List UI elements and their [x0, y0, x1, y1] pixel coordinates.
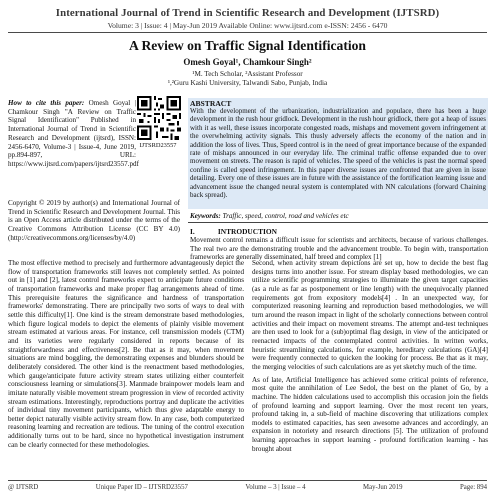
paper-id: IJTSRD23557	[139, 142, 177, 149]
body-right-paragraph-2: As of late, Artificial Intelligence has achieved some critical points of reference, most quite the annihilation of Lee Sedol, the best on the planet of Go, by a machine. The hidden calculations used to accomplish this occasion join the fields of profound learning and support learning. Over the most recent ten years, profound taking in, a sub-field of machine discovering that utilizations complex models to estimated capacities, has seen awesome advances and accordingly, an expansion in notoriety and research directions [5]. The utilization of profound learning approaches in support learning - profound fortification learning - has brought about	[252, 375, 488, 453]
introduction-heading	[190, 227, 277, 236]
keywords-rule	[188, 222, 488, 223]
header-rule	[8, 32, 487, 33]
journal-subtitle: Volume: 3 | Issue: 4 | May-Jun 2019 Available Online: www.ijtsrd.com e-ISSN: 2456 - 6470	[107, 21, 388, 30]
section-title: INTRODUCTION	[217, 227, 277, 236]
copyright-text: Copyright © 2019 by author(s) and International Journal of Trend in Scientific Research and Development Journal. This is an Open Access article distributed under the terms of the Creative Commons Attribution License (CC BY 4.0) (http://creativecommons.org/licenses/by/4.0)	[8, 199, 180, 242]
footer-volume: Volume – 3 | Issue – 4	[245, 484, 306, 491]
introduction-text: Movement control remains a difficult issue for scientists and architects, because of various challenges. The real two are the demonstrating trouble and the advancement trouble. To begin with, transportation frameworks are generally disseminated, half breed and complex [1]	[190, 236, 488, 262]
footer-page: Page: 894	[460, 484, 487, 491]
copyright-block	[8, 199, 180, 243]
citation-text: Omesh Goyal | Chamkour Singh "A Review on Traffic Signal Identification" Published in International Journal of Trend in Scientific Research and Development (ijtsrd), ISSN: 2456-6470, Volume-3 | Issue-4, June 2019, pp.894-897, URL: https://www.ijtsrd.com/papers/ijtsrd23557.pdf	[8, 99, 139, 168]
keywords-text: Traffic, speed, control, road and vehicles etc	[222, 212, 349, 220]
qr-code-icon	[137, 96, 181, 140]
body-right-paragraph-1: Second, when activity stream depictions are set up, how to decide the best flag designs turns into another issue. For stream display based methodologies, we can utilize scientific programming strategies to illuminate the given target capacities (as a rule as far as postponement or line length) with the unequivocally planned requirements got from expository models[4] . In an unexpected way, for computerized reasoning learning and reproduction based methodologies, we will turn around the reason impact in light of the scholarly connections between control activities and their impact on movement streams. The attempt and-test techniques are then used to look for a (sub)optimal flag design, in view of the anticipated or reenacted impacts of the contemplated control activities. In written works, heuristic streamlining calculations, for example, hereditary calculations (GA)[4] were frequently connected to quicken the looking for process. Be that as it may, the merging velocities of such calculations are as yet sketchy much of the time.	[252, 259, 488, 371]
journal-title: International Journal of Trend in Scientific Research and Development (IJTSRD)	[55, 7, 440, 19]
keywords	[190, 212, 486, 220]
affiliation-line-2: ¹,²Guru Kashi University, Talwandi Sabo, Punjab, India	[167, 79, 328, 87]
citation-label: How to cite this paper:	[8, 99, 85, 107]
footer-date: May-Jun 2019	[363, 484, 403, 491]
abstract-text: With the development of the urbanization, industrialization and populace, there has been a huge development in the rush hour gridlock. Development in the rush hour gridlock, there got a heap of issues with it as well, these issues incorporate congested roads, mishaps and movement govern infringement at the overwhelming activity signals. This thusly adversely affects the economy of the nation and in addition the loss of lives. Thus, Speed control is in the need of great importance because of the expanded rate of mishaps announced in our everyday life. The criminal traffic offense expanded due to over movement on streets. The reason is rapid of vehicles. The speed of the vehicles is past the normal speed confine is called speed infringement. In this paper diverse issues are confronted that are given in issue detailing. Every one of these issues are in future with the assistance of the fortification learning issue and advancement issue the changed neural system is contemplated with NN calculations (forward Chaining back spread).	[190, 107, 486, 200]
section-number: I.	[190, 227, 195, 236]
paper-authors: Omesh Goyal¹, Chamkour Singh²	[183, 57, 312, 67]
affiliation-line-1: ¹M. Tech Scholar, ²Assistant Professor	[192, 70, 303, 78]
paper-title: A Review on Traffic Signal Identification	[128, 38, 366, 53]
footer-unique-id: Unique Paper ID – IJTSRD23557	[95, 484, 188, 491]
page-footer	[8, 484, 487, 491]
footer-rule	[8, 480, 487, 481]
body-left-column: The most effective method to precisely and furthermore advantageously depict the flow of transportation frameworks still leaves not completely settled. As pointed out in [1] and [2], latest control frameworks expect to anticipate future conditions of transportation frameworks and make proper flag arrangements ahead of time. This prerequisite features the significance and hardness of transportation frameworks' demonstrating. There are principally two sorts of ways to deal with settle this difficulty[1]. One kind is the stream demonstrate based methodologies, which figure logical models to depict the elements of plainly visible movement stream estimated at various areas. For instance, cell transmission models (CTM) and its varieties were regularly considered in reports because of its straightforwardness and effectiveness[2]. Be that as it may, when movement situations are mind boggling, the demonstrating expenses and blunders should be deliberately considered. The other kind is the reenactment based methodologies, which gauge/anticipate future activity stream states utilizing either counterfeit consciousness learning or simulations[3]. Manmade brainpower models learn and imitate naturally visible movement stream progression in view of recorded activity stream estimations. Interestingly, reproductions portray and duplicate the activities of individual tiny movement participants, which thus give adaptable energy to better depict naturally visible activity stream flow. In any case, both computerized reasoning learning and recreation are tedious. The tuning of the control execution additionally turns out to be hard, since no hypothetical investigation instrument can be clearly connected for these methodologies.	[8, 259, 244, 449]
keywords-label: Keywords:	[190, 212, 221, 220]
footer-journal: @ IJTSRD	[8, 484, 39, 491]
citation-block	[8, 99, 139, 169]
abstract-heading: ABSTRACT	[190, 99, 232, 108]
body-right-column	[252, 259, 488, 453]
